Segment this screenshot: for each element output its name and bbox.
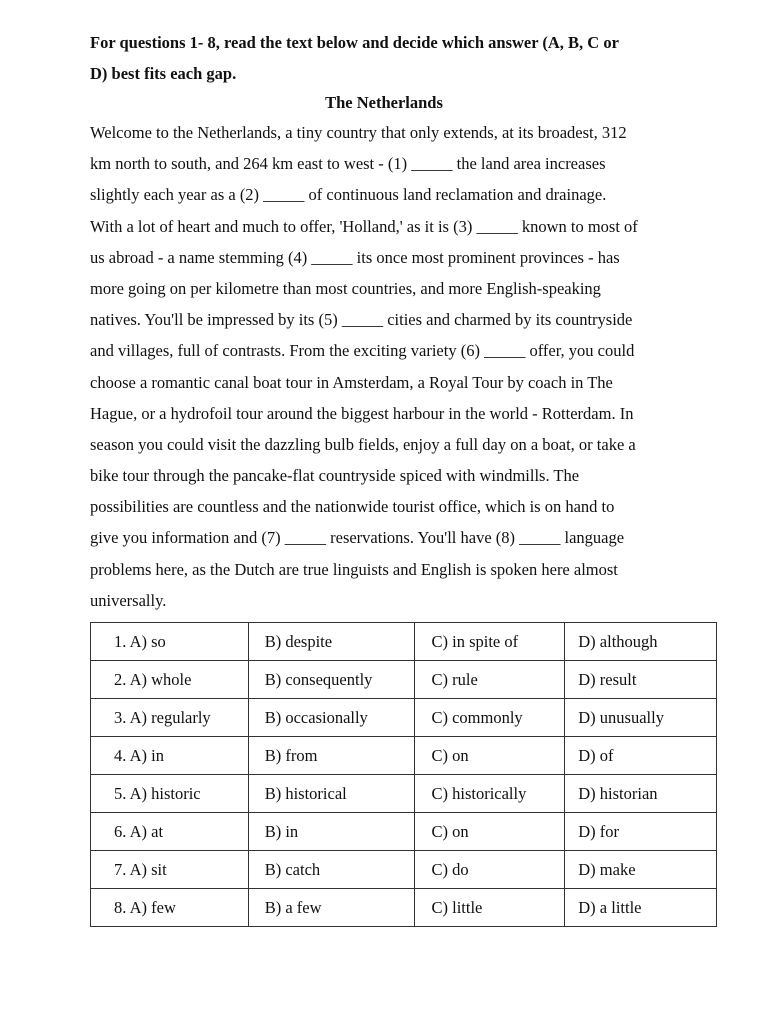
passage-line: Hague, or a hydrofoil tour around the biggest harbour in the world - Rotterdam. In bbox=[90, 403, 634, 423]
option-d: D) of bbox=[565, 737, 717, 775]
option-c: C) commonly bbox=[415, 699, 565, 737]
answer-row bbox=[91, 699, 717, 737]
answer-row bbox=[91, 737, 717, 775]
passage-line: bike tour through the pancake-flat countryside spiced with windmills. The bbox=[90, 466, 580, 486]
document-title: The Netherlands bbox=[325, 93, 443, 112]
option-b: B) consequently bbox=[248, 661, 415, 699]
instructions-line: For questions 1- 8, read the text below and decide which answer (A, B, C or bbox=[90, 33, 619, 52]
answer-row bbox=[91, 623, 717, 661]
option-c: C) little bbox=[415, 889, 565, 927]
passage-line: give you information and (7) _____ reservations. You'll have (8) _____ language bbox=[90, 528, 625, 548]
option-d: D) result bbox=[565, 661, 717, 699]
option-d: D) although bbox=[565, 623, 717, 661]
answer-row bbox=[91, 813, 717, 851]
answer-row bbox=[91, 775, 717, 813]
option-c: C) rule bbox=[415, 661, 565, 699]
answer-row bbox=[91, 851, 717, 889]
passage-line: season you could visit the dazzling bulb fields, enjoy a full day on a boat, or take a bbox=[90, 434, 636, 454]
passage-line: Welcome to the Netherlands, a tiny country that only extends, at its broadest, 312 bbox=[90, 123, 627, 142]
option-c: C) on bbox=[415, 813, 565, 851]
passage-line: more going on per kilometre than most countries, and more English-speaking bbox=[90, 278, 601, 298]
passage-line: possibilities are countless and the nationwide tourist office, which is on hand to bbox=[90, 497, 615, 517]
passage-line: km north to south, and 264 km east to west - (1) _____ the land area increases bbox=[90, 154, 606, 174]
instructions-line: D) best fits each gap. bbox=[90, 64, 237, 83]
option-c: C) historically bbox=[415, 775, 565, 813]
option-d: D) a little bbox=[565, 889, 717, 927]
option-c: C) do bbox=[415, 851, 565, 889]
option-d: D) unusually bbox=[565, 699, 717, 737]
option-d: D) for bbox=[565, 813, 717, 851]
passage-line: natives. You'll be impressed by its (5) _____ cities and charmed by its countryside bbox=[90, 310, 633, 330]
passage bbox=[90, 117, 690, 616]
passage-line: and villages, full of contrasts. From the exciting variety (6) _____ offer, you could bbox=[90, 341, 635, 361]
option-a: 6. A) at bbox=[91, 813, 249, 851]
option-b: B) occasionally bbox=[248, 699, 415, 737]
passage-line: With a lot of heart and much to offer, 'Holland,' as it is (3) _____ known to most of bbox=[90, 216, 638, 236]
passage-line: choose a romantic canal boat tour in Amsterdam, a Royal Tour by coach in The bbox=[90, 372, 613, 392]
option-b: B) a few bbox=[248, 889, 415, 927]
option-d: D) historian bbox=[565, 775, 717, 813]
option-b: B) despite bbox=[248, 623, 415, 661]
option-b: B) catch bbox=[248, 851, 415, 889]
passage-line: universally. bbox=[90, 590, 167, 610]
answer-row bbox=[91, 661, 717, 699]
option-a: 3. A) regularly bbox=[91, 699, 249, 737]
option-a: 8. A) few bbox=[91, 889, 249, 927]
option-b: B) in bbox=[248, 813, 415, 851]
answer-options-table bbox=[90, 622, 717, 927]
option-b: B) historical bbox=[248, 775, 415, 813]
option-b: B) from bbox=[248, 737, 415, 775]
option-a: 5. A) historic bbox=[91, 775, 249, 813]
option-d: D) make bbox=[565, 851, 717, 889]
option-a: 4. A) in bbox=[91, 737, 249, 775]
option-a: 1. A) so bbox=[91, 623, 249, 661]
passage-line: us abroad - a name stemming (4) _____ its once most prominent provinces - has bbox=[90, 247, 620, 267]
option-c: C) on bbox=[415, 737, 565, 775]
instructions bbox=[90, 27, 690, 89]
passage-line: problems here, as the Dutch are true linguists and English is spoken here almost bbox=[90, 559, 618, 579]
passage-line: slightly each year as a (2) _____ of continuous land reclamation and drainage. bbox=[90, 185, 607, 205]
answer-row bbox=[91, 889, 717, 927]
option-c: C) in spite of bbox=[415, 623, 565, 661]
option-a: 7. A) sit bbox=[91, 851, 249, 889]
option-a: 2. A) whole bbox=[91, 661, 249, 699]
